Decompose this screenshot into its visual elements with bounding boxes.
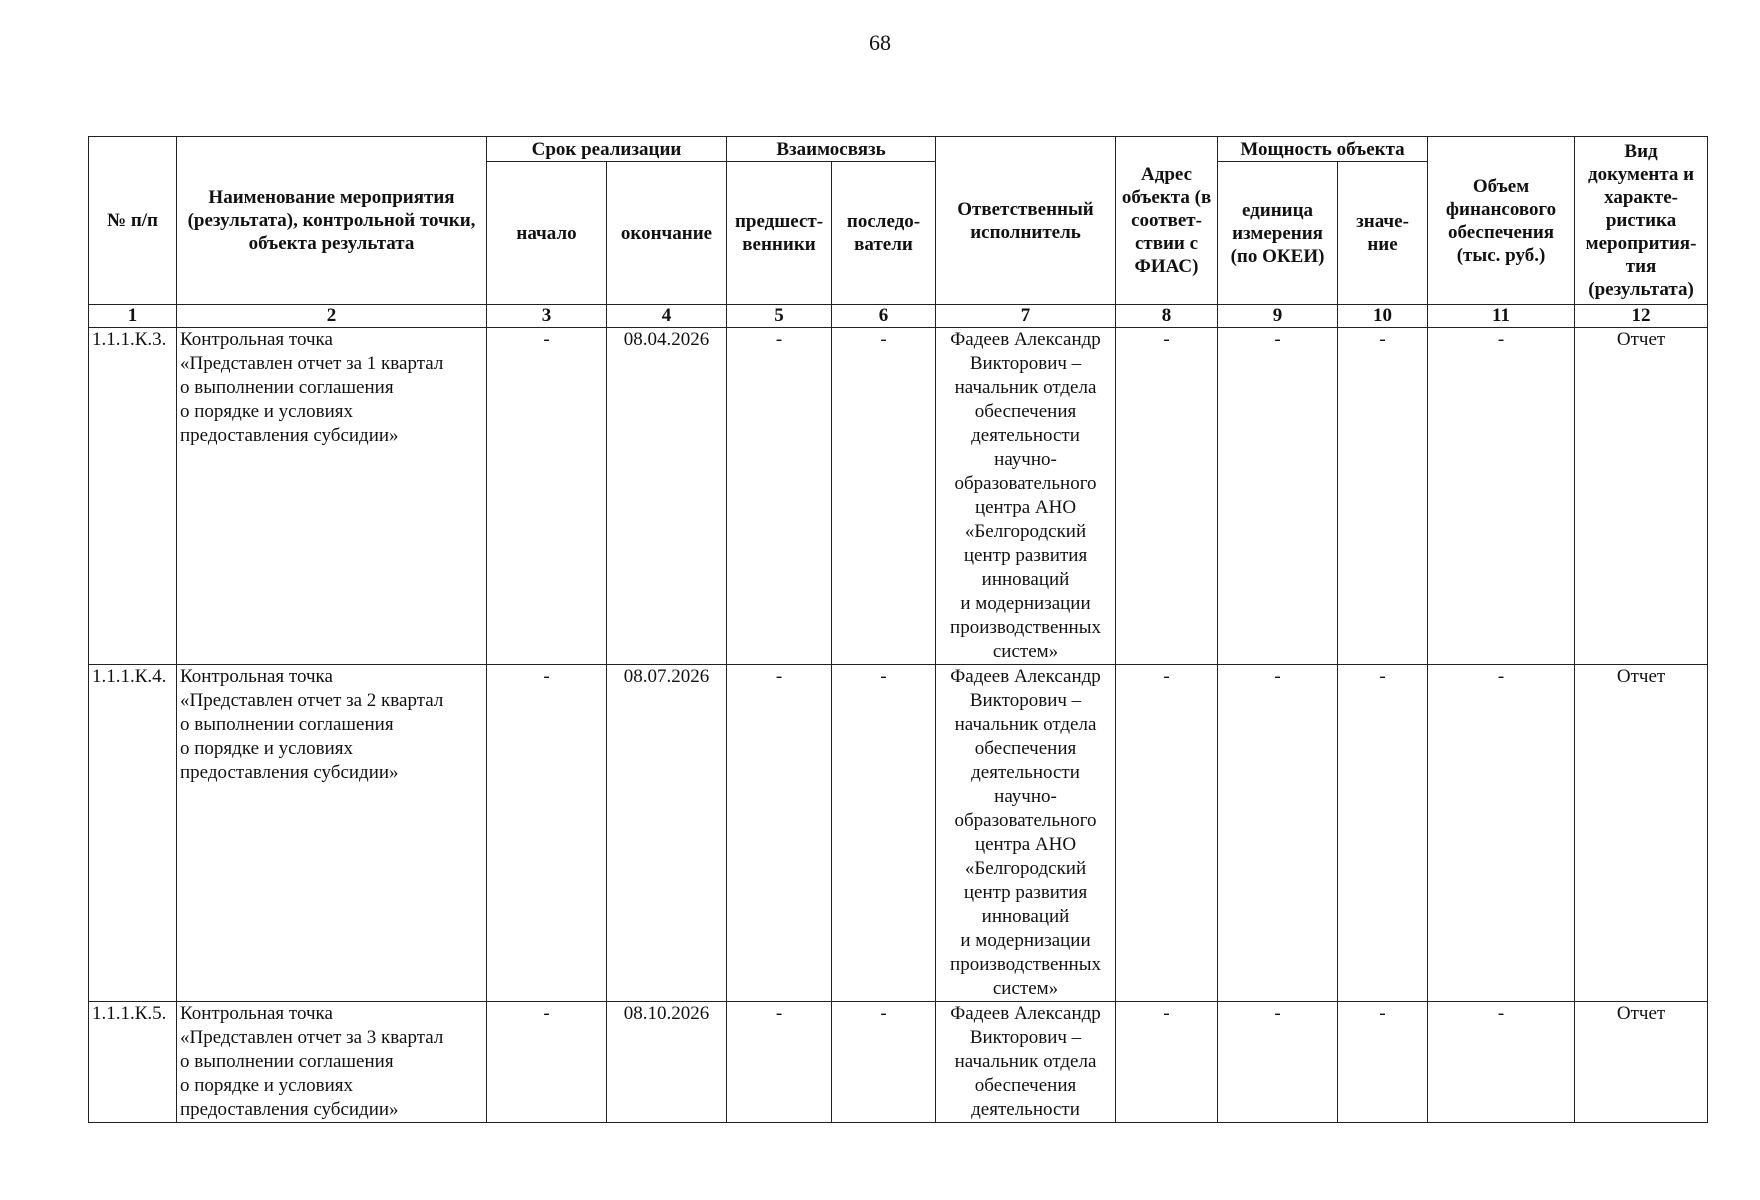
row-number: 1.1.1.К.3.	[89, 328, 177, 665]
responsible-line: Викторович –	[969, 353, 1082, 374]
responsible-line: деятельности	[971, 425, 1080, 446]
responsible-line: научно-	[994, 786, 1057, 807]
name-line: Контрольная точка	[180, 666, 333, 687]
row-value: -	[1338, 665, 1428, 1002]
column-number: 11	[1428, 305, 1575, 328]
name-line: предоставления субсидии»	[180, 1099, 399, 1120]
header-name: Наименование мероприятия (результата), контрольной точки, объекта результата	[177, 137, 487, 305]
header-predecessors: предшест-венники	[727, 162, 832, 305]
name-line: о порядке и условиях	[180, 401, 353, 422]
responsible-line: Фадеев Александр	[950, 329, 1101, 350]
responsible-line: и модернизации	[960, 930, 1091, 951]
column-number-row	[89, 305, 1708, 328]
responsible-line: инноваций	[981, 569, 1070, 590]
name-line: о выполнении соглашения	[180, 714, 394, 735]
row-successors: -	[832, 328, 936, 665]
name-line: о выполнении соглашения	[180, 1051, 394, 1072]
responsible-line: образовательного	[954, 473, 1097, 494]
responsible-line: производственных	[950, 617, 1101, 638]
responsible-line: центр развития	[963, 882, 1088, 903]
responsible-line: обеспечения	[974, 738, 1077, 759]
row-number: 1.1.1.К.5.	[89, 1002, 177, 1123]
row-finance: -	[1428, 665, 1575, 1002]
responsible-line: производственных	[950, 954, 1101, 975]
row-address: -	[1116, 665, 1218, 1002]
name-line: предоставления субсидии»	[180, 762, 399, 783]
header-num: № п/п	[89, 137, 177, 305]
row-name	[177, 665, 487, 1002]
responsible-line: систем»	[992, 978, 1059, 999]
row-address: -	[1116, 1002, 1218, 1123]
responsible-line: обеспечения	[974, 1075, 1077, 1096]
row-number: 1.1.1.К.4.	[89, 665, 177, 1002]
row-successors: -	[832, 1002, 936, 1123]
table-row	[89, 665, 1708, 1002]
header-responsible: Ответственный исполнитель	[936, 137, 1116, 305]
row-unit: -	[1218, 328, 1338, 665]
header-row-top	[89, 137, 1708, 162]
responsible-line: обеспечения	[974, 401, 1077, 422]
responsible-line: инноваций	[981, 906, 1070, 927]
column-number: 1	[89, 305, 177, 328]
responsible-line: «Белгородский	[964, 858, 1087, 879]
row-responsible	[936, 328, 1116, 665]
responsible-line: Фадеев Александр	[950, 1003, 1101, 1024]
header-end: окончание	[607, 162, 727, 305]
row-predecessors: -	[727, 1002, 832, 1123]
name-line: «Представлен отчет за 1 квартал	[180, 353, 444, 374]
row-predecessors: -	[727, 328, 832, 665]
row-finance: -	[1428, 328, 1575, 665]
column-number: 7	[936, 305, 1116, 328]
row-start: -	[487, 328, 607, 665]
name-line: «Представлен отчет за 2 квартал	[180, 690, 444, 711]
row-doc-type: Отчет	[1575, 665, 1708, 1002]
responsible-line: Фадеев Александр	[950, 666, 1101, 687]
name-line: «Представлен отчет за 3 квартал	[180, 1027, 444, 1048]
responsible-line: деятельности	[971, 1099, 1080, 1120]
responsible-line: Викторович –	[969, 690, 1082, 711]
header-group-link: Взаимосвязь	[727, 137, 936, 162]
row-finance: -	[1428, 1002, 1575, 1123]
row-address: -	[1116, 328, 1218, 665]
responsible-line: начальник отдела	[954, 714, 1097, 735]
column-number: 12	[1575, 305, 1708, 328]
row-value: -	[1338, 328, 1428, 665]
table-row	[89, 1002, 1708, 1123]
column-number: 2	[177, 305, 487, 328]
column-number: 8	[1116, 305, 1218, 328]
header-group-power: Мощность объекта	[1218, 137, 1428, 162]
responsible-line: Викторович –	[969, 1027, 1082, 1048]
responsible-line: образовательного	[954, 810, 1097, 831]
name-line: Контрольная точка	[180, 329, 333, 350]
page-number: 68	[869, 30, 891, 55]
column-number: 10	[1338, 305, 1428, 328]
responsible-line: научно-	[994, 449, 1057, 470]
row-predecessors: -	[727, 665, 832, 1002]
responsible-line: центра АНО	[974, 834, 1077, 855]
column-number: 5	[727, 305, 832, 328]
column-number: 4	[607, 305, 727, 328]
responsible-line: центра АНО	[974, 497, 1077, 518]
header-unit: единица измерения (по ОКЕИ)	[1218, 162, 1338, 305]
row-doc-type: Отчет	[1575, 1002, 1708, 1123]
responsible-line: центр развития	[963, 545, 1088, 566]
row-doc-type: Отчет	[1575, 328, 1708, 665]
row-end: 08.07.2026	[607, 665, 727, 1002]
header-doc-type: Вид документа и характе-ристика меропрития-тия (результата)	[1575, 137, 1708, 305]
row-end: 08.10.2026	[607, 1002, 727, 1123]
header-finance: Объем финансового обеспечения (тыс. руб.)	[1428, 137, 1575, 305]
table-row	[89, 328, 1708, 665]
header-start: начало	[487, 162, 607, 305]
responsible-line: начальник отдела	[954, 377, 1097, 398]
name-line: о выполнении соглашения	[180, 377, 394, 398]
responsible-line: и модернизации	[960, 593, 1091, 614]
column-number: 6	[832, 305, 936, 328]
name-line: о порядке и условиях	[180, 738, 353, 759]
row-name	[177, 328, 487, 665]
row-responsible	[936, 1002, 1116, 1123]
row-unit: -	[1218, 1002, 1338, 1123]
name-line: о порядке и условиях	[180, 1075, 353, 1096]
name-line: предоставления субсидии»	[180, 425, 399, 446]
responsible-line: деятельности	[971, 762, 1080, 783]
column-number: 9	[1218, 305, 1338, 328]
row-responsible	[936, 665, 1116, 1002]
row-name	[177, 1002, 487, 1123]
row-start: -	[487, 665, 607, 1002]
responsible-line: начальник отдела	[954, 1051, 1097, 1072]
header-value: значе-ние	[1338, 162, 1428, 305]
row-start: -	[487, 1002, 607, 1123]
responsible-line: «Белгородский	[964, 521, 1087, 542]
header-address: Адрес объекта (в соответ-ствии с ФИАС)	[1116, 137, 1218, 305]
header-successors: последо-ватели	[832, 162, 936, 305]
row-end: 08.04.2026	[607, 328, 727, 665]
row-value: -	[1338, 1002, 1428, 1123]
row-unit: -	[1218, 665, 1338, 1002]
row-successors: -	[832, 665, 936, 1002]
header-group-term: Срок реализации	[487, 137, 727, 162]
column-number: 3	[487, 305, 607, 328]
responsible-line: систем»	[992, 641, 1059, 662]
measures-table	[88, 136, 1708, 1123]
name-line: Контрольная точка	[180, 1003, 333, 1024]
